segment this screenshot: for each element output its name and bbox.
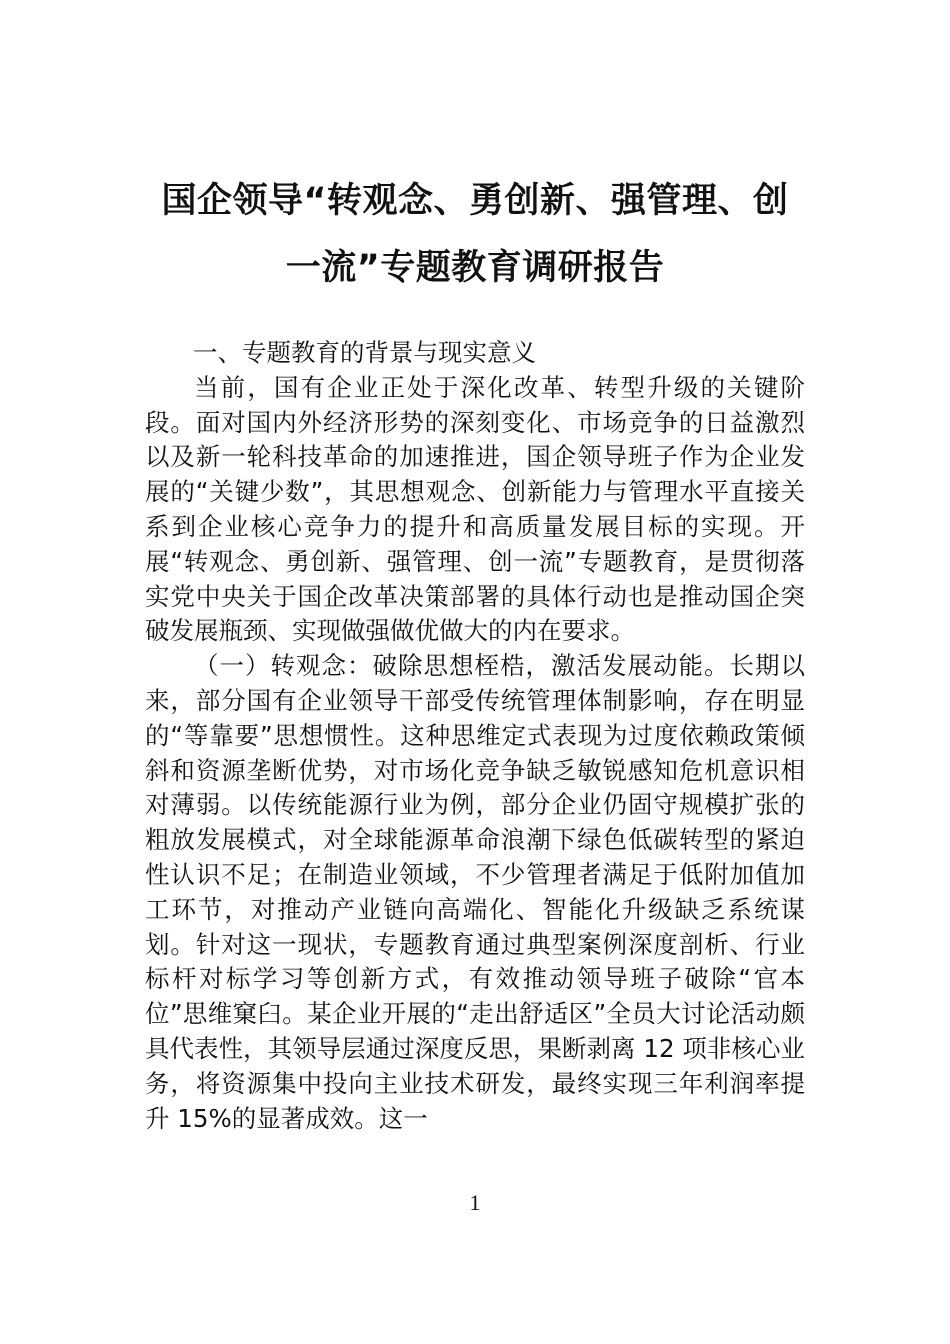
document-body (145, 336, 805, 1136)
title-line-1: 国企领导“转观念、勇创新、强管理、创 (161, 181, 789, 221)
title-line-2: 一流”专题教育调研报告 (285, 248, 665, 288)
paragraph-background: 当前，国有企业正处于深化改革、转型升级的关键阶段。面对国内外经济形势的深刻变化、市场竞争的日益激烈以及新一轮科技革命的加速推进，国企领导班子作为企业发展的“关键少数”，其思想观念、创新能力与管理水平直接关系到企业核心竞争力的提升和高质量发展目标的实现。开展“转观念、勇创新、强管理、创一流”专题教育，是贯彻落实党中央关于国企改革决策部署的具体行动也是推动国企突破发展瓶颈、实现做强做优做大的内在要求。 (145, 372, 805, 646)
paragraph-change-mindset: （一）转观念：破除思想桎梏，激活发展动能。长期以来，部分国有企业领导干部受传统管理体制影响，存在明显的“等靠要”思想惯性。这种思维定式表现为过度依赖政策倾斜和资源垄断优势，对市场化竞争缺乏敏锐感知危机意识相对薄弱。以传统能源行业为例，部分企业仍固守规模扩张的粗放发展模式，对全球能源革命浪潮下绿色低碳转型的紧迫性认识不足；在制造业领域，不少管理者满足于低附加值加工环节，对推动产业链向高端化、智能化升级缺乏系统谋划。针对这一现状，专题教育通过典型案例深度剖析、行业标杆对标学习等创新方式，有效推动领导班子破除“官本位”思维窠臼。某企业开展的“走出舒适区”全员大讨论活动颇具代表性，其领导层通过深度反思，果断剥离 12 项非核心业务，将资源集中投向主业技术研发，最终实现三年利润率提升 15%的显著成效。这一 (145, 651, 805, 1133)
page-number: 1 (469, 1190, 481, 1215)
section-heading: 一、专题教育的背景与现实意义 (193, 338, 536, 367)
document-title (140, 168, 810, 302)
